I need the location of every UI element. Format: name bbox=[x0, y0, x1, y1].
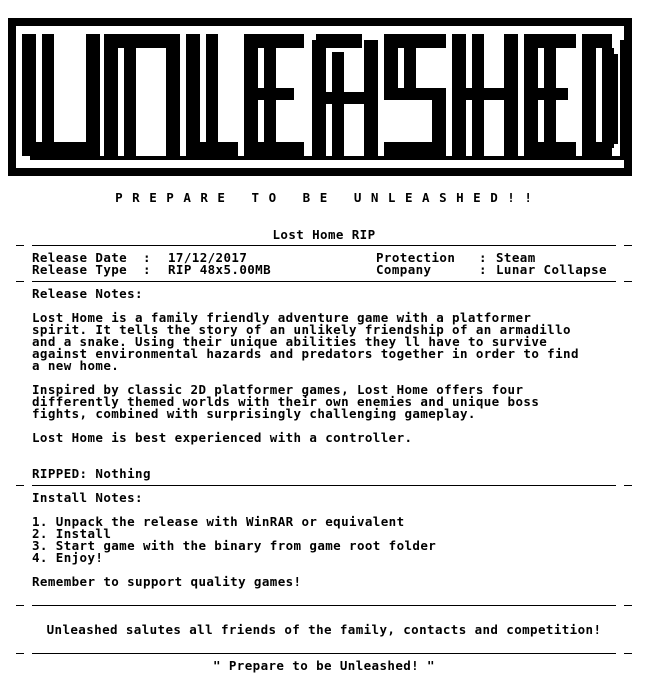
protection-value: Steam bbox=[496, 250, 536, 265]
rule-mid bbox=[32, 605, 616, 606]
notes-line: Inspired by classic 2D platformer games, Lost Home offers four bbox=[32, 382, 524, 397]
protection-label: Protection : bbox=[376, 250, 487, 265]
notes-line: Lost Home is best experienced with a controller. bbox=[32, 430, 413, 445]
rule-mid bbox=[32, 245, 616, 246]
rule-mid bbox=[32, 485, 616, 486]
release-date-value: 17/12/2017 bbox=[168, 250, 248, 265]
rule-mid bbox=[32, 281, 616, 282]
install-step: 4. Enjoy! bbox=[32, 550, 104, 565]
ripped-line: RIPPED: Nothing bbox=[32, 466, 151, 481]
footer-line: " Prepare to be Unleashed! " bbox=[213, 658, 435, 673]
release-date-label: Release Date : bbox=[32, 250, 151, 265]
rule-left bbox=[16, 281, 24, 282]
notes-line: Lost Home is a family friendly adventure game with a platformer bbox=[32, 310, 532, 325]
notes-line: spirit. It tells the story of an unlikely friendship of an armadillo bbox=[32, 322, 571, 337]
rule-right bbox=[624, 281, 632, 282]
notes-line: and a snake. Using their unique abilities theyll have to survive bbox=[32, 334, 548, 349]
rule-right bbox=[624, 485, 632, 486]
rule-right bbox=[624, 653, 632, 654]
rule-mid bbox=[32, 653, 616, 654]
notes-line: fights, combined with surprisingly challenging gameplay. bbox=[32, 406, 476, 421]
install-step: 3. Start game with the binary from game root folder bbox=[32, 538, 437, 553]
rule-left bbox=[16, 653, 24, 654]
release-title: Lost Home RIP bbox=[272, 227, 376, 242]
release-type-label: Release Type : bbox=[32, 262, 151, 277]
rule-right bbox=[624, 245, 632, 246]
notes-line: a new home. bbox=[32, 358, 120, 373]
rule-left bbox=[16, 245, 24, 246]
rule-left bbox=[16, 485, 24, 486]
notes-line: against environmental hazards and predators together in order to find bbox=[32, 346, 579, 361]
install-notes-heading: Install Notes: bbox=[32, 490, 143, 505]
unleashed-logo bbox=[0, 0, 648, 190]
salute-line: Unleashed salutes all friends of the family, contacts and competition! bbox=[46, 622, 602, 637]
tagline: P R E P A R E T O B E U N L E A S H E D ! ! bbox=[115, 190, 533, 205]
notes-line: differently themed worlds with their own enemies and unique boss bbox=[32, 394, 540, 409]
release-notes-heading: Release Notes: bbox=[32, 286, 143, 301]
rule-right bbox=[624, 605, 632, 606]
remember-line: Remember to support quality games! bbox=[32, 574, 302, 589]
rule-left bbox=[16, 605, 24, 606]
install-step: 1. Unpack the release with WinRAR or equivalent bbox=[32, 514, 405, 529]
release-type-value: RIP 48x5.00MB bbox=[168, 262, 272, 277]
install-step: 2. Install bbox=[32, 526, 112, 541]
company-label: Company : bbox=[376, 262, 487, 277]
company-value: Lunar Collapse bbox=[496, 262, 607, 277]
